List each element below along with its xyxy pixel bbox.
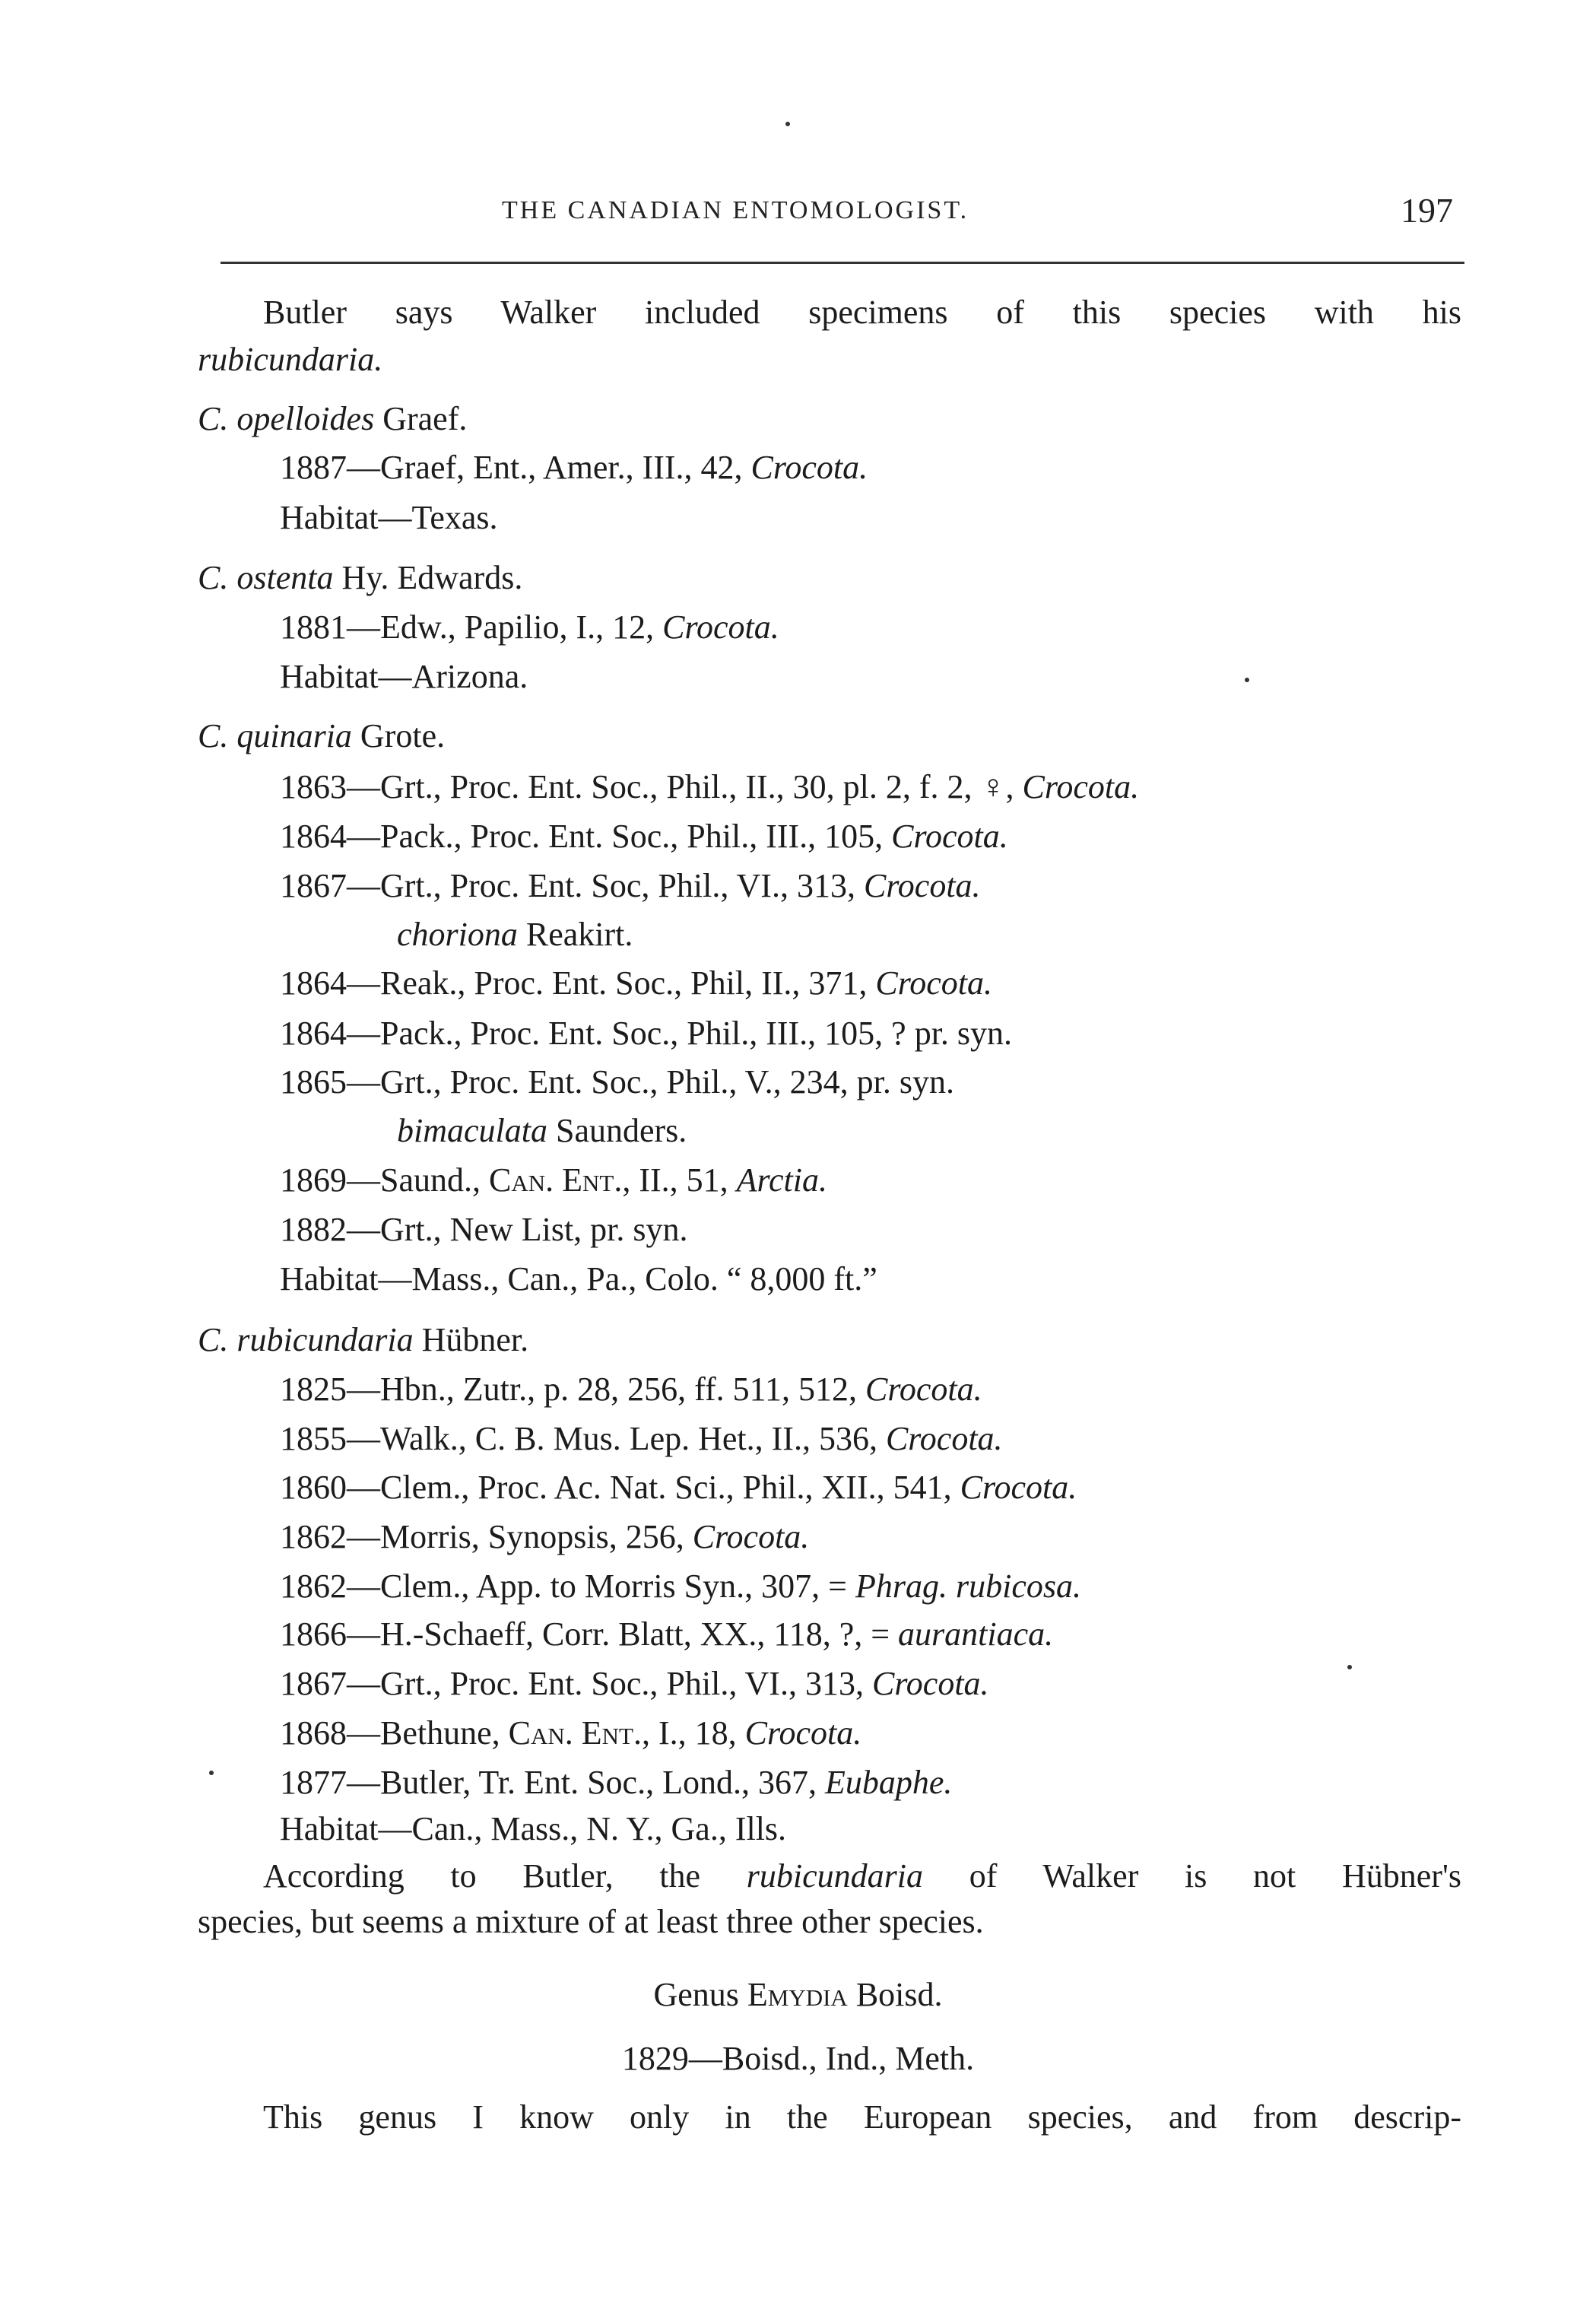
species-author: Hy. Edwards. [333,559,523,596]
genus-name: Crocota. [744,1714,862,1752]
genus-author: Boisd. [847,1976,943,2013]
citation-line [280,1514,809,1560]
final-line: This genus I know only in the European species, and from descrip- [263,2098,1461,2136]
citation-text: 1866—H.-Schaeff, Corr. Blatt, XX., 118, ?, = [280,1615,899,1653]
species-heading [198,713,445,759]
citation-text: 1864—Pack., Proc. Ent. Soc., Phil., III., 105, [280,818,892,855]
synonym-author: Saunders. [547,1112,687,1149]
citation-text: 1863—Grt., Proc. Ent. Soc., Phil., II., 30, pl. 2, f. 2, ♀, [280,768,1023,805]
synonym-heading [397,1108,687,1154]
intro-line-cont: rubicundaria. [198,341,383,378]
synonym-name: bimaculata [397,1112,547,1149]
genus-name: aurantiaca. [898,1615,1054,1653]
genus-title: Emydia [747,1976,848,2013]
genus-label: Genus [653,1976,747,2013]
citation-line [280,445,868,491]
genus-name: Arctia. [736,1161,827,1199]
citation-line [280,1465,1077,1510]
note-line [263,1853,1461,1899]
genus-name: Crocota. [750,449,868,486]
stray-ink-mark [1245,678,1249,682]
citation-text: 1862—Clem., App. to Morris Syn., 307, = [280,1568,855,1605]
species-name: C. rubicundaria [198,1321,414,1358]
genus-name: Crocota. [863,867,981,904]
citation-line: 1882—Grt., New List, pr. syn. [280,1211,688,1248]
genus-name: Crocota. [865,1371,982,1408]
species-heading [198,396,467,442]
genus-citation: 1829—Boisd., Ind., Meth. [621,2040,975,2077]
citation-text: , I., 18, [641,1714,745,1752]
genus-name: Phrag. rubicosa. [855,1568,1081,1605]
genus-name: Crocota. [692,1518,810,1555]
stray-ink-mark [1347,1665,1352,1669]
citation-line [280,863,981,909]
genus-name: Crocota. [885,1420,1003,1457]
genus-heading [0,1972,1596,2018]
genus-name: Eubaphe. [824,1764,953,1801]
running-title: THE CANADIAN ENTOMOLOGIST. [502,196,969,224]
header-rule [221,262,1464,264]
genus-name: Crocota. [662,608,779,646]
synonym-author: Reakirt. [517,916,633,953]
citation-line [280,1710,861,1756]
citation-text: 1881—Edw., Papilio, I., 12, [280,608,663,646]
note-species: rubicundaria [746,1857,924,1895]
citation-line [280,605,779,650]
stray-ink-mark [785,122,790,126]
habitat-line: Habitat—Can., Mass., N. Y., Ga., Ills. [280,1810,787,1847]
genus-name: Crocota. [871,1665,989,1702]
citation-text: 1855—Walk., C. B. Mus. Lep. Het., II., 536, [280,1420,886,1457]
citation-text: , II., 51, [622,1161,737,1199]
citation-line: 1865—Grt., Proc. Ent. Soc., Phil., V., 234, pr. syn. [280,1063,954,1101]
citation-line [280,1416,1003,1462]
citation-line [280,961,992,1006]
citation-line: 1864—Pack., Proc. Ent. Soc., Phil., III., 105, ? pr. syn. [280,1015,1013,1052]
citation-text: 1869—Saund., [280,1161,489,1199]
citation-line [280,1661,989,1707]
species-name: C. ostenta [198,559,334,596]
page-number: 197 [1401,191,1453,230]
citation-text: 1877—Butler, Tr. Ent. Soc., Lond., 367, [280,1764,825,1801]
citation-text: 1825—Hbn., Zutr., p. 28, 256, ff. 511, 512, [280,1371,865,1408]
citation-text: 1867—Grt., Proc. Ent. Soc, Phil., VI., 313, [280,867,864,904]
note-text: According to Butler, the [263,1857,747,1895]
stray-ink-mark [209,1771,214,1775]
note-text: of Walker is not Hübner's [923,1857,1461,1895]
journal-name: Can. Ent. [489,1161,623,1199]
citation-line [280,764,1139,810]
species-author: Hübner. [413,1321,529,1358]
citation-text: 1868—Bethune, [280,1714,509,1752]
citation-text: 1867—Grt., Proc. Ent. Soc., Phil., VI., 313, [280,1665,872,1702]
species-heading [198,1317,528,1363]
citation-line [280,1564,1081,1609]
synonym-heading [397,912,633,958]
genus-name: Crocota. [891,818,1008,855]
synonym-name: choriona [397,916,518,953]
genus-name: Crocota. [960,1469,1077,1506]
species-name: C. opelloides [198,400,375,437]
genus-name: Crocota. [1022,768,1140,805]
intro-line: Butler says Walker included specimens of this species with his [263,294,1461,331]
citation-text: 1860—Clem., Proc. Ac. Nat. Sci., Phil., XII., 541, [280,1469,960,1506]
citation-line [280,1367,982,1412]
citation-line [280,814,1008,859]
habitat-line: Habitat—Mass., Can., Pa., Colo. “ 8,000 ft.” [280,1260,877,1298]
citation-text: 1864—Reak., Proc. Ent. Soc., Phil, II., 371, [280,964,876,1002]
citation-line [280,1158,827,1203]
citation-line [280,1760,952,1806]
citation-line [280,1612,1053,1657]
habitat-line: Habitat—Arizona. [280,658,528,695]
species-name: C. quinaria [198,717,352,754]
citation-text: 1887—Graef, Ent., Amer., III., 42, [280,449,751,486]
species-author: Grote. [351,717,446,754]
species-heading [198,555,522,601]
genus-name: Crocota. [875,964,992,1002]
habitat-line: Habitat—Texas. [280,499,498,536]
species-author: Graef. [374,400,468,437]
citation-text: 1862—Morris, Synopsis, 256, [280,1518,693,1555]
journal-name: Can. Ent. [508,1714,642,1752]
note-line-cont: species, but seems a mixture of at least three other species. [198,1903,984,1940]
